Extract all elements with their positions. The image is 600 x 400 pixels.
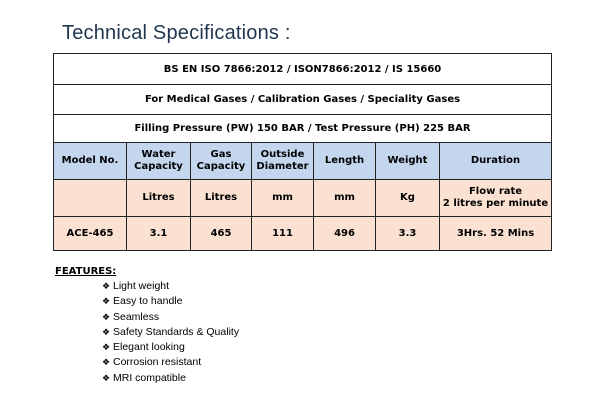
column-header-text: Model No.: [61, 154, 119, 166]
unit-text: Litres: [142, 191, 175, 203]
column-header-text: Length: [324, 154, 365, 166]
pressure-cell: Filling Pressure (PW) 150 BAR / Test Pressure (PH) 225 BAR: [54, 115, 552, 143]
column-header: [54, 143, 127, 180]
unit-cell: [314, 180, 376, 217]
diamond-bullet-icon: ❖: [102, 326, 111, 337]
unit-text: mm: [334, 191, 355, 203]
column-header-text: Duration: [470, 154, 521, 166]
unit-text: Litres: [204, 191, 238, 203]
units-row: [54, 180, 552, 217]
diamond-bullet-icon: ❖: [102, 342, 111, 353]
value-cell: ACE-465: [54, 217, 127, 251]
column-header-text: Diameter: [256, 161, 309, 172]
value-cell: 3Hrs. 52 Mins: [440, 217, 552, 251]
feature-text: Easy to handle: [113, 295, 183, 308]
unit-text: 2 litres per minute: [442, 198, 549, 209]
unit-cell: [127, 180, 191, 217]
list-item: [102, 294, 239, 309]
feature-text: Light weight: [113, 280, 170, 292]
feature-text: Seamless: [113, 310, 160, 323]
diamond-bullet-icon: ❖: [102, 372, 111, 383]
column-header: [191, 143, 252, 180]
column-header: [314, 143, 376, 180]
list-item: [102, 340, 239, 355]
column-header-text: Capacity: [134, 161, 183, 172]
column-header: [440, 143, 552, 180]
page-title: Technical Specifications :: [62, 22, 291, 44]
value-cell: 111: [252, 217, 314, 251]
column-header-text: Water: [141, 148, 176, 160]
value-cell: 3.1: [127, 217, 191, 251]
column-header: [127, 143, 191, 180]
diamond-bullet-icon: ❖: [102, 281, 111, 291]
list-item: [102, 371, 239, 386]
unit-cell: [191, 180, 252, 217]
unit-cell: [440, 180, 552, 217]
unit-text: mm: [272, 191, 293, 203]
feature-text: Safety Standards & Quality: [113, 325, 240, 338]
column-header-text: Weight: [387, 154, 428, 166]
unit-cell: [54, 180, 127, 217]
value-cell: 465: [191, 217, 252, 251]
header-row: [54, 143, 552, 180]
feature-text: MRI compatible: [113, 371, 186, 384]
unit-cell: [376, 180, 440, 217]
gases-row: [54, 85, 552, 115]
feature-text: Corrosion resistant: [113, 356, 202, 369]
unit-cell: [252, 180, 314, 217]
pressure-row: [54, 115, 552, 143]
value-cell: 3.3: [376, 217, 440, 251]
unit-text: Kg: [400, 191, 415, 203]
column-header-text: Capacity: [196, 161, 246, 172]
gases-cell: For Medical Gases / Calibration Gases / Speciality Gases: [54, 85, 552, 115]
column-header: [252, 143, 314, 180]
list-item: [102, 325, 239, 340]
unit-text: Flow rate: [468, 185, 523, 197]
column-header-text: Gas: [210, 148, 232, 160]
table-row: [54, 217, 552, 251]
features-list: [102, 279, 239, 386]
value-cell: 496: [314, 217, 376, 251]
feature-text: Elegant looking: [113, 341, 185, 354]
diamond-bullet-icon: ❖: [102, 296, 111, 307]
standards-row: [54, 54, 552, 85]
diamond-bullet-icon: ❖: [102, 357, 111, 368]
list-item: [102, 310, 239, 325]
features-title: FEATURES:: [55, 266, 117, 277]
standards-cell: BS EN ISO 7866:2012 / ISON7866:2012 / IS 15660: [54, 54, 552, 85]
column-header-text: Outside: [260, 148, 305, 160]
diamond-bullet-icon: ❖: [102, 311, 111, 322]
specifications-table: [53, 53, 552, 251]
column-header: [376, 143, 440, 180]
list-item: [102, 279, 239, 294]
list-item: [102, 355, 239, 370]
